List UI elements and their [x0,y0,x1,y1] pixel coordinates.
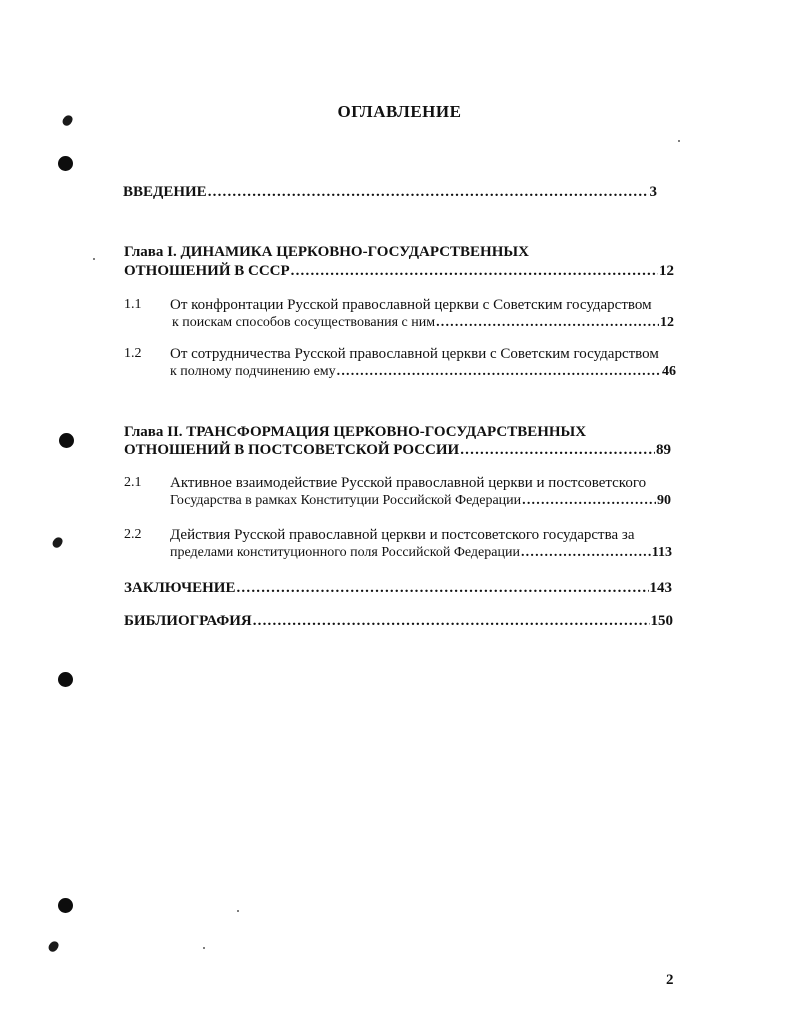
section-title-line1: Действия Русской православной церкви и постсоветского государства за [170,527,635,543]
leader-dots [291,262,658,280]
leader-dots [337,363,661,381]
toc-page-number: 113 [651,545,672,560]
leader-dots [436,314,659,332]
section-title-line1: Активное взаимодействие Русской православной церкви и постсоветского [170,475,647,491]
toc-entry-bibliography [124,612,673,630]
leader-dots [521,544,651,562]
section-title-line2: к поискам способов сосуществования с ним [172,315,436,330]
page-title: ОГЛАВЛЕНИЕ [337,102,462,121]
toc-entry-introduction [123,183,657,201]
binder-hole [58,898,73,913]
toc-page-number: 46 [662,364,676,379]
chapter-heading-line1: Глава II. ТРАНСФОРМАЦИЯ ЦЕРКОВНО-ГОСУДАРСТВЕННЫХ [124,424,587,440]
chapter-heading-line2: ОТНОШЕНИЙ В СССР [124,263,290,279]
section-title-line2: пределами конституционного поля Российской Федерации [170,545,520,560]
leader-dots [460,441,655,459]
scan-mark [47,940,60,954]
toc-page-number: 12 [659,263,674,279]
leader-dots [236,579,648,597]
toc-entry-chapter-2 [124,441,671,459]
toc-page-number: 89 [656,442,671,458]
section-number: 1.1 [124,297,142,312]
leader-dots [253,612,650,630]
toc-entry-section-2-1 [170,492,671,510]
scan-speck [237,910,239,912]
toc-entry-section-2-2 [170,544,672,562]
scan-speck [678,140,680,142]
section-title-line1: От конфронтации Русской православной церкви с Советским государством [170,297,652,313]
chapter-heading-line2: ОТНОШЕНИЙ В ПОСТСОВЕТСКОЙ РОССИИ [124,442,460,458]
toc-entry-section-1-2 [170,363,676,381]
binder-hole [58,672,73,687]
toc-entry-label: БИБЛИОГРАФИЯ [124,613,252,629]
toc-entry-label: ВВЕДЕНИЕ [123,184,207,200]
section-number: 2.2 [124,527,142,542]
toc-page-number: 12 [660,315,674,330]
scan-speck [93,258,95,260]
toc-entry-conclusion [124,579,672,597]
toc-entry-section-1-1 [172,314,674,332]
toc-entry-chapter-1 [124,262,674,280]
scan-mark [51,536,64,550]
toc-entry-label: ЗАКЛЮЧЕНИЕ [124,580,236,596]
section-title-line2: Государства в рамках Конституции Российской Федерации [170,493,522,508]
chapter-heading-line1: Глава I. ДИНАМИКА ЦЕРКОВНО-ГОСУДАРСТВЕННЫХ [124,244,529,260]
toc-page-number: 90 [657,493,671,508]
leader-dots [208,183,649,201]
binder-hole [59,433,74,448]
page-number: 2 [666,972,674,988]
toc-page-number: 143 [649,580,672,596]
leader-dots [522,492,656,510]
section-title-line2: к полному подчинению ему [170,364,336,379]
toc-page-number: 3 [649,184,657,200]
section-number: 2.1 [124,475,142,490]
binder-hole [58,156,73,171]
section-title-line1: От сотрудничества Русской православной церкви с Советским государством [170,346,659,362]
scan-speck [203,947,205,949]
toc-page-number: 150 [650,613,673,629]
section-number: 1.2 [124,346,142,361]
